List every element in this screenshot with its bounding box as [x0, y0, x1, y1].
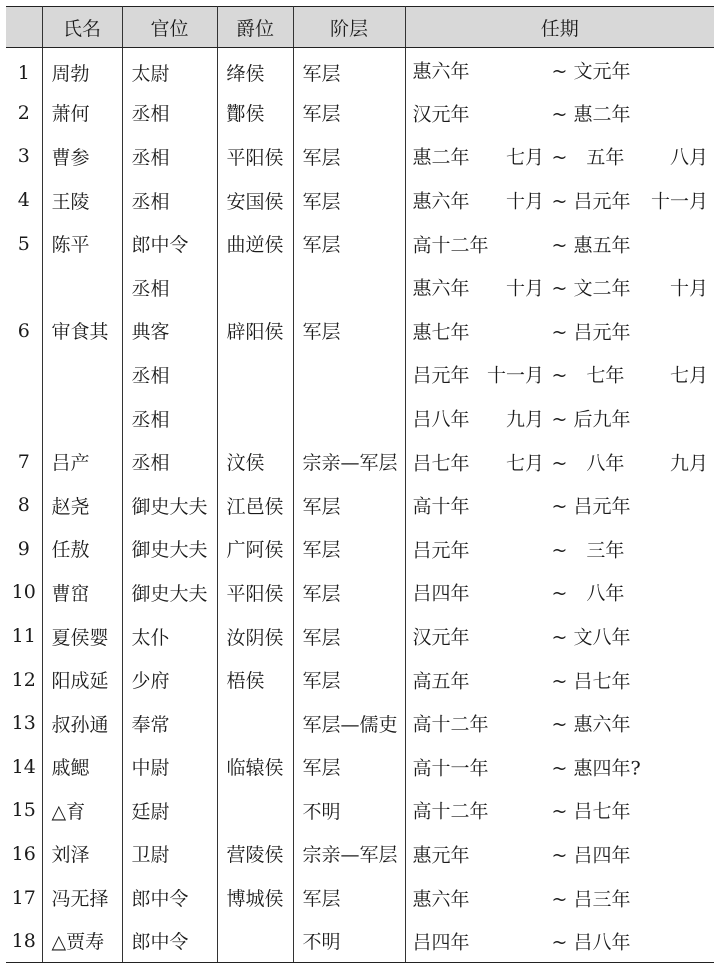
official-name: [42, 353, 122, 397]
term-start: 汉元年: [412, 626, 470, 649]
term-cell: [405, 265, 714, 309]
table-row: [6, 832, 714, 876]
term-start-month: 十月: [505, 277, 544, 300]
noble-title: [217, 353, 293, 397]
social-class: 军层: [293, 309, 405, 353]
office: 奉常: [122, 701, 217, 745]
table-row: [6, 745, 714, 789]
term-cell: [405, 571, 714, 615]
term-start: 吕元年: [412, 364, 470, 387]
noble-title: 酇侯: [217, 91, 293, 135]
term-start: 高十二年: [412, 713, 489, 736]
term-start-month: 十月: [505, 190, 544, 213]
table-row: [6, 440, 714, 484]
row-number: 13: [6, 701, 42, 745]
term-end: ~ 吕七年: [551, 670, 631, 693]
official-name: 冯无择: [42, 876, 122, 920]
official-name: 审食其: [42, 309, 122, 353]
noble-title: 平阳侯: [217, 571, 293, 615]
office: 御史大夫: [122, 483, 217, 527]
social-class: 军层: [293, 91, 405, 135]
noble-title: [217, 265, 293, 309]
term-end: ~ 吕八年: [551, 931, 631, 954]
social-class: 军层: [293, 614, 405, 658]
term-start: 惠六年: [412, 190, 470, 213]
noble-title: 辟阳侯: [217, 309, 293, 353]
term-cell: [405, 440, 714, 484]
row-number: 3: [6, 135, 42, 179]
term-cell: [405, 745, 714, 789]
term-end-month: 十月: [669, 277, 708, 300]
row-number: 6: [6, 309, 42, 353]
term-cell: [405, 614, 714, 658]
term-start: 惠元年: [412, 844, 470, 867]
term-start: 吕八年: [412, 408, 470, 431]
term-cell: [405, 309, 714, 353]
row-number: 1: [6, 48, 42, 92]
row-number: 8: [6, 483, 42, 527]
term-end: ~ 三年: [551, 539, 625, 562]
official-name: 曹窋: [42, 571, 122, 615]
term-start-month: 十一月: [486, 364, 544, 387]
term-start-month: 七月: [505, 452, 544, 475]
table-row: [6, 48, 714, 92]
term-end: ~ 文八年: [551, 626, 631, 649]
term-end: ~ 惠六年: [551, 713, 631, 736]
office: 御史大夫: [122, 571, 217, 615]
term-cell: [405, 832, 714, 876]
term-cell: [405, 222, 714, 266]
header-class: 阶层: [293, 7, 405, 48]
term-start: 高十二年: [412, 800, 489, 823]
row-number: 2: [6, 91, 42, 135]
table-row: [6, 178, 714, 222]
table-row: [6, 222, 714, 266]
social-class: 军层: [293, 135, 405, 179]
term-start: 惠六年: [412, 60, 470, 83]
officials-table: [6, 6, 714, 963]
term-end: ~ 五年: [551, 146, 625, 169]
noble-title: 安国侯: [217, 178, 293, 222]
official-name: 曹参: [42, 135, 122, 179]
row-number: [6, 396, 42, 440]
row-number: 17: [6, 876, 42, 920]
term-end-month: 八月: [669, 146, 708, 169]
noble-title: [217, 789, 293, 833]
term-cell: [405, 91, 714, 135]
social-class: 不明: [293, 919, 405, 963]
term-end: ~ 文元年: [551, 60, 631, 83]
social-class: [293, 265, 405, 309]
term-cell: [405, 919, 714, 963]
row-number: 9: [6, 527, 42, 571]
term-start: 惠七年: [412, 321, 470, 344]
social-class: [293, 396, 405, 440]
social-class: 军层: [293, 527, 405, 571]
row-number: [6, 265, 42, 309]
noble-title: 博城侯: [217, 876, 293, 920]
table-row: [6, 876, 714, 920]
official-name: 赵尧: [42, 483, 122, 527]
office: 丞相: [122, 440, 217, 484]
official-name: 阳成延: [42, 658, 122, 702]
term-end: ~ 惠五年: [551, 234, 631, 257]
term-start: 汉元年: [412, 103, 470, 126]
social-class: 军层: [293, 658, 405, 702]
official-name: 吕产: [42, 440, 122, 484]
table-row: [6, 483, 714, 527]
term-start: 惠六年: [412, 277, 470, 300]
term-start: 高十年: [412, 495, 470, 518]
official-name: △贾寿: [42, 919, 122, 963]
noble-title: 曲逆侯: [217, 222, 293, 266]
table-row: [6, 658, 714, 702]
office: 丞相: [122, 353, 217, 397]
row-number: 5: [6, 222, 42, 266]
header-term: 任期: [405, 7, 714, 48]
term-start: 惠六年: [412, 888, 470, 911]
term-end: ~ 八年: [551, 582, 625, 605]
office: 丞相: [122, 265, 217, 309]
row-number: 11: [6, 614, 42, 658]
official-name: [42, 265, 122, 309]
term-start: 吕元年: [412, 539, 470, 562]
noble-title: 广阿侯: [217, 527, 293, 571]
official-name: 戚鳃: [42, 745, 122, 789]
social-class: 军层: [293, 483, 405, 527]
social-class: 不明: [293, 789, 405, 833]
table-row: [6, 527, 714, 571]
social-class: 宗亲—军层: [293, 832, 405, 876]
social-class: 军层: [293, 222, 405, 266]
term-cell: [405, 789, 714, 833]
term-end: ~ 后九年: [551, 408, 631, 431]
row-number: 10: [6, 571, 42, 615]
header-row: [6, 7, 714, 48]
term-cell: [405, 658, 714, 702]
term-cell: [405, 527, 714, 571]
table-row: [6, 701, 714, 745]
noble-title: 营陵侯: [217, 832, 293, 876]
table-row: [6, 353, 714, 397]
noble-title: 梧侯: [217, 658, 293, 702]
table-row: [6, 91, 714, 135]
noble-title: 汶侯: [217, 440, 293, 484]
term-end: ~ 吕七年: [551, 800, 631, 823]
social-class: 军层: [293, 876, 405, 920]
term-end-month: 十一月: [650, 190, 708, 213]
header-name: 氏名: [42, 7, 122, 48]
office: 中尉: [122, 745, 217, 789]
term-cell: [405, 135, 714, 179]
social-class: 军层—儒吏: [293, 701, 405, 745]
table-row: [6, 789, 714, 833]
term-end-month: 七月: [669, 364, 708, 387]
table-row: [6, 265, 714, 309]
row-number: 12: [6, 658, 42, 702]
term-cell: [405, 178, 714, 222]
table-row: [6, 396, 714, 440]
term-start: 吕四年: [412, 931, 470, 954]
office: 少府: [122, 658, 217, 702]
social-class: 军层: [293, 745, 405, 789]
header-office: 官位: [122, 7, 217, 48]
row-number: 16: [6, 832, 42, 876]
noble-title: 临辕侯: [217, 745, 293, 789]
official-name: 刘泽: [42, 832, 122, 876]
term-start-month: 九月: [505, 408, 544, 431]
term-start: 吕七年: [412, 452, 470, 475]
term-end: ~ 吕元年: [551, 495, 631, 518]
term-cell: [405, 396, 714, 440]
term-start: 高十一年: [412, 757, 489, 780]
office: 典客: [122, 309, 217, 353]
official-name: 周勃: [42, 48, 122, 92]
office: 太尉: [122, 48, 217, 92]
official-name: 萧何: [42, 91, 122, 135]
term-cell: [405, 48, 714, 92]
term-cell: [405, 483, 714, 527]
social-class: 宗亲—军层: [293, 440, 405, 484]
noble-title: [217, 396, 293, 440]
term-end: ~ 吕三年: [551, 888, 631, 911]
table-row: [6, 309, 714, 353]
noble-title: 绛侯: [217, 48, 293, 92]
row-number: 18: [6, 919, 42, 963]
term-end: ~ 吕元年: [551, 190, 631, 213]
term-end: ~ 文二年: [551, 277, 631, 300]
office: 丞相: [122, 135, 217, 179]
office: 郎中令: [122, 222, 217, 266]
official-name: 叔孙通: [42, 701, 122, 745]
term-end: ~ 八年: [551, 452, 625, 475]
office: 太仆: [122, 614, 217, 658]
official-name: 夏侯婴: [42, 614, 122, 658]
official-name: 王陵: [42, 178, 122, 222]
noble-title: 平阳侯: [217, 135, 293, 179]
office: 卫尉: [122, 832, 217, 876]
header-number: [6, 7, 42, 48]
office: 郎中令: [122, 876, 217, 920]
noble-title: [217, 919, 293, 963]
noble-title: 汝阴侯: [217, 614, 293, 658]
office: 丞相: [122, 91, 217, 135]
office: 廷尉: [122, 789, 217, 833]
term-start-month: 七月: [505, 146, 544, 169]
term-end: ~ 七年: [551, 364, 625, 387]
official-name: △育: [42, 789, 122, 833]
table-row: [6, 919, 714, 963]
office: 郎中令: [122, 919, 217, 963]
term-start: 高十二年: [412, 234, 489, 257]
table-row: [6, 571, 714, 615]
office: 丞相: [122, 396, 217, 440]
office: 御史大夫: [122, 527, 217, 571]
term-cell: [405, 876, 714, 920]
official-name: [42, 396, 122, 440]
row-number: 7: [6, 440, 42, 484]
row-number: 15: [6, 789, 42, 833]
term-end: ~ 吕四年: [551, 844, 631, 867]
term-start: 惠二年: [412, 146, 470, 169]
term-cell: [405, 701, 714, 745]
table-row: [6, 135, 714, 179]
noble-title: [217, 701, 293, 745]
social-class: 军层: [293, 178, 405, 222]
social-class: 军层: [293, 48, 405, 92]
social-class: 军层: [293, 571, 405, 615]
office: 丞相: [122, 178, 217, 222]
row-number: [6, 353, 42, 397]
term-end: ~ 惠四年?: [551, 757, 641, 780]
term-start: 吕四年: [412, 582, 470, 605]
term-end: ~ 吕元年: [551, 321, 631, 344]
term-start: 高五年: [412, 670, 470, 693]
row-number: 14: [6, 745, 42, 789]
row-number: 4: [6, 178, 42, 222]
term-end-month: 九月: [669, 452, 708, 475]
official-name: 陈平: [42, 222, 122, 266]
official-name: 任敖: [42, 527, 122, 571]
table-row: [6, 614, 714, 658]
social-class: [293, 353, 405, 397]
header-title: 爵位: [217, 7, 293, 48]
noble-title: 江邑侯: [217, 483, 293, 527]
term-end: ~ 惠二年: [551, 103, 631, 126]
term-cell: [405, 353, 714, 397]
